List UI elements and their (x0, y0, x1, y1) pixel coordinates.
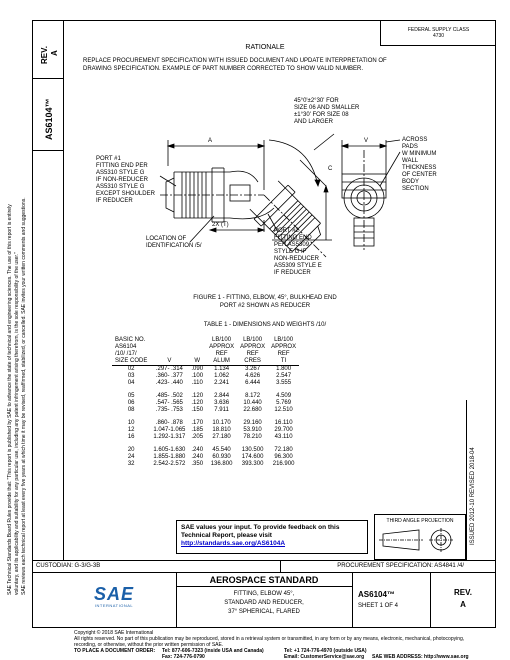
table-row (112, 380, 299, 387)
table-header-row (112, 344, 299, 351)
table-header-cell: APPROX (209, 344, 235, 350)
table-cell: .110 (191, 380, 203, 386)
table-cell: 3.636 (214, 400, 230, 406)
feedback-line-2: Technical Report, please visit (181, 532, 272, 539)
port-1-line-3: AS5310 STYLE G (96, 170, 145, 176)
table-cell: 16 (127, 434, 135, 440)
table-header-cell (150, 351, 188, 358)
dimension-a-label: A (208, 138, 213, 144)
table-row (112, 434, 299, 441)
rationale-text-line-1: REPLACE PROCUREMENT SPECIFICATION WITH ISSUED DOCUMENT AND UPDATE INTERPRETATION OF (83, 58, 387, 64)
table-cell: .735- .753 (155, 407, 183, 413)
table-cell: .423- .440 (155, 380, 183, 386)
table-cell: 06 (127, 400, 135, 406)
title-doc-number: AS6104™ (358, 590, 395, 599)
title-block-top (32, 560, 496, 561)
port-2-line-7: IF REDUCER (274, 270, 311, 276)
table-header-cell (150, 344, 188, 351)
table-cell: 20 (127, 447, 135, 453)
table-cell: .485- .502 (155, 393, 183, 399)
table-cell: 3.267 (245, 366, 261, 372)
table-cell: 136.800 (210, 461, 233, 467)
fsc-line-2: 4730 (432, 33, 445, 39)
feedback-link[interactable]: http://standards.sae.org/AS6104A (181, 540, 286, 547)
table-cell: .100 (191, 373, 204, 379)
table-cell: 10.440 (243, 400, 262, 406)
rationale-text-line-2: DRAWING SPECIFICATION. EXAMPLE OF PART NUMBER CORRECTED TO SHOW VALID NUMBER. (83, 66, 364, 72)
table-cell: 1.855-1.880 (153, 454, 186, 460)
title-line-2: STANDARD AND REDUCER, (224, 600, 304, 606)
table-cell: 1.292-1.317 (153, 434, 186, 440)
table-cell: 96.300 (274, 454, 293, 460)
port-1-line-4: IF NON-REDUCER (96, 177, 148, 183)
table-cell: 130.500 (241, 447, 264, 453)
table-header-cell: ALUM (206, 358, 237, 366)
table-row (112, 373, 299, 380)
rev-box-divider (32, 78, 63, 79)
table-cell: .120 (191, 393, 204, 399)
projection-box (374, 514, 466, 560)
table-cell: .360- .377 (155, 373, 183, 379)
rationale-heading: RATIONALE (245, 44, 285, 51)
table-cell: .240 (191, 454, 204, 460)
fax: Fax: 724-776-0790 (162, 654, 205, 660)
wall-note-line-1: W MINIMUM (402, 151, 437, 157)
table-header-cell (188, 351, 206, 358)
table-cell: 32 (127, 461, 135, 467)
table-cell: 2.241 (214, 380, 230, 386)
table-cell: 60.930 (212, 454, 231, 460)
port-2-line-3: PER AS5309 (274, 242, 310, 248)
sae-logo-subtext: INTERNATIONAL (94, 603, 134, 608)
table-header-cell (150, 337, 188, 344)
rights-line-2: recording, or otherwise, without the prior written permission of SAE. (74, 642, 224, 648)
title-line-3: 37° SPHERICAL, FLARED (228, 609, 300, 615)
table-cell: 1.800 (276, 366, 292, 372)
doc-box-divider (32, 150, 63, 151)
table-row (112, 400, 299, 407)
table-title: TABLE 1 - DIMENSIONS AND WEIGHTS /10/ (203, 322, 327, 328)
table-cell: .240 (191, 447, 204, 453)
projection-label: THIRD ANGLE PROJECTION (386, 518, 454, 524)
table-cell: .860- .878 (155, 420, 183, 426)
title-rev-value: A (460, 600, 466, 609)
table-header-cell: LB/100 (243, 337, 263, 343)
port-2-note (274, 228, 322, 277)
table-header-cell: TI (268, 358, 299, 366)
port-1-line-6: EXCEPT SHOULDER (96, 191, 155, 197)
sae-logo (84, 585, 144, 608)
table-cell: 16.110 (274, 420, 293, 426)
projection-symbol (375, 524, 465, 556)
table-cell: 6.444 (245, 380, 261, 386)
port-1-line-2: FITTING END PER (96, 163, 148, 169)
wall-note-line-4: OF CENTER (402, 172, 437, 178)
table-cell: 2.844 (214, 393, 230, 399)
table-cell: 216.900 (272, 461, 295, 467)
revision-info: ISSUED 2012-10 REVISED 2018-04 (470, 447, 476, 545)
table-cell: .350 (191, 461, 204, 467)
table-cell: .297- .314 (155, 366, 183, 372)
location-note (146, 236, 202, 250)
table-cell: 393.300 (241, 461, 264, 467)
table-cell: .185 (191, 427, 204, 433)
tel-usa: Tel: 877-606-7323 (inside USA and Canada) (162, 648, 264, 654)
port-2-line-2: FITTING END (274, 235, 312, 241)
table-header-cell: REF (246, 351, 259, 357)
port-1-note (96, 156, 155, 205)
email[interactable]: Email: CustomerService@sae.org (284, 654, 365, 660)
title-divider (352, 572, 353, 628)
table-header-cell: BASIC NO. (115, 337, 146, 343)
title-rev-label: REV. (454, 588, 472, 597)
dimensions-table (112, 337, 299, 468)
table-cell: 78.210 (243, 434, 262, 440)
table-cell: .547- .565 (155, 400, 183, 406)
port-2-line-1: PORT #2 (274, 228, 299, 234)
fsc-line-1: FEDERAL SUPPLY CLASS (407, 27, 470, 33)
table-row (112, 427, 299, 434)
table-cell: 8.172 (245, 393, 261, 399)
copyright: Copyright © 2018 SAE International (74, 630, 154, 636)
table-cell: 12 (127, 427, 135, 433)
table-cell: .150 (191, 407, 204, 413)
table-cell: 43.110 (274, 434, 293, 440)
table-cell: 174.600 (241, 454, 264, 460)
table-cell: 18.810 (212, 427, 231, 433)
angle-note-line-2: SIZE 06 AND SMALLER (294, 105, 360, 111)
wall-note-line-6: SECTION (402, 186, 429, 192)
table-header-cell: LB/100 (274, 337, 294, 343)
rights-line-1: All rights reserved. No part of this publication may be reproduced, stored in a retrieval system or transmitted, in any form or by any means, electronic, mechanical, photocopying, (74, 636, 465, 642)
standard-row-bottom (176, 586, 352, 587)
across-pads-note (402, 137, 427, 151)
figure-caption-line-1: FIGURE 1 - FITTING, ELBOW, 45°, BULKHEAD END (193, 295, 337, 301)
angle-note-line-1: 45°0'±2°30' FOR (294, 98, 339, 104)
feedback-line-1: SAE values your input. To provide feedback on this (181, 524, 340, 531)
table-header-row (112, 337, 299, 344)
revision-strip-divider (466, 400, 467, 560)
table-header-cell: APPROX (271, 344, 297, 350)
table-row (112, 447, 299, 454)
port-2-line-4: STYLE G IF (274, 249, 307, 255)
table-header-cell (188, 344, 206, 351)
web-address[interactable]: SAE WEB ADDRESS: http://www.sae.org (372, 654, 469, 660)
custodian-divider (280, 560, 281, 572)
order-label: TO PLACE A DOCUMENT ORDER: (74, 648, 156, 654)
table-cell: .205 (191, 434, 204, 440)
table-header-cell: SIZE CODE (112, 358, 150, 366)
custodian-row-bottom (32, 572, 496, 573)
tel-outside-usa: Tel: +1 724-776-4970 (outside USA) (284, 648, 367, 654)
table-cell: 2.542-2.572 (153, 461, 186, 467)
angle-note-line-4: AND LARGER (294, 119, 334, 125)
table-cell: 7.911 (214, 407, 229, 413)
table-cell: 1.605-1.630 (153, 447, 186, 453)
table-cell: .120 (191, 400, 204, 406)
table-cell: 08 (127, 407, 135, 413)
table-cell: 10.170 (212, 420, 231, 426)
legal-text-line-1: SAE Technical Standards Board Rules provide that: "This report is published by SAE to advance the state of technical and engineering sciences. The use of this report is entirely (7, 204, 13, 595)
table-header-cell: CRES (237, 358, 268, 366)
sae-logo-text: SAE (93, 584, 134, 604)
port-1-line-7: IF REDUCER (96, 198, 133, 204)
table-row (112, 461, 299, 468)
sheet-number: SHEET 1 OF 4 (358, 603, 398, 609)
legal-text-line-2: voluntary, and its applicability and suitability for any particular use, including any patent infringement arising therefrom, is the sole responsibility of the user." (14, 252, 20, 595)
procurement-spec: PROCUREMENT SPECIFICATION: AS4841 /4/ (337, 563, 464, 569)
table-header-cell: /10/ /17/ (115, 351, 137, 357)
dimension-v-label: V (364, 138, 369, 144)
angle-note (294, 98, 359, 126)
feedback-box (176, 520, 368, 554)
legal-text-line-3: SAE reviews each technical report at least every five years at which time it may be revised, reaffirmed, stabilized, or cancelled. SAE invites your written comments and suggestions. (21, 197, 27, 595)
table-cell: 1.062 (214, 373, 230, 379)
location-note-line-1: LOCATION OF (146, 236, 187, 242)
fsc-box (380, 20, 496, 46)
table-cell: 05 (127, 393, 135, 399)
angle-note-line-3: ±1°30' FOR SIZE 08 (294, 112, 349, 118)
port-2-line-5: NON-REDUCER (274, 256, 319, 262)
table-cell: 03 (127, 373, 135, 379)
table-cell: 45.540 (212, 447, 231, 453)
wall-note-line-2: WALL (402, 158, 419, 164)
table-cell: 27.180 (212, 434, 231, 440)
table-cell: 1.047-1.065 (153, 427, 186, 433)
strip-rev-label: REV. (40, 46, 49, 64)
title-line-1: FITTING, ELBOW 45°, (233, 591, 295, 597)
table-header-cell: REF (277, 351, 290, 357)
table-cell: 5.769 (276, 400, 292, 406)
table-cell: 12.510 (274, 407, 293, 413)
table-header-cell: REF (215, 351, 228, 357)
table-header-cell: LB/100 (212, 337, 232, 343)
table-row (112, 407, 299, 414)
custodian: CUSTODIAN: G-3/G-3B (36, 563, 101, 569)
table-header-row (112, 351, 299, 358)
port-1-line-5: AS5310 STYLE G (96, 184, 145, 190)
table-header-cell: V (150, 358, 188, 366)
location-note-line-2: IDENTIFICATION /5/ (146, 243, 202, 249)
table-cell: .090 (191, 366, 204, 372)
table-cell: 04 (127, 380, 135, 386)
figure-caption-line-2: PORT #2 SHOWN AS REDUCER (219, 303, 311, 309)
dimension-c-label: C (328, 166, 333, 172)
table-cell: 4.626 (245, 373, 261, 379)
table-row (112, 454, 299, 461)
table-cell: 24 (127, 454, 135, 460)
table-header-cell: APPROX (240, 344, 266, 350)
table-cell: 22.680 (243, 407, 262, 413)
across-pads-line-2: PADS (402, 144, 418, 150)
port-1-line-1: PORT #1 (96, 156, 121, 162)
table-header-cell (188, 337, 206, 344)
table-cell: 2.547 (276, 373, 292, 379)
aerospace-standard-label: AEROSPACE STANDARD (209, 575, 319, 585)
table-cell: .170 (191, 420, 204, 426)
table-header-cell: W (188, 358, 206, 366)
port-2-line-6: AS5309 STYLE E (274, 263, 322, 269)
table-cell: 1.134 (214, 366, 230, 372)
table-row (112, 366, 299, 374)
strip-doc-number: AS6104™ (44, 98, 54, 140)
table-row (112, 393, 299, 400)
table-cell: 02 (127, 366, 135, 372)
table-header-cell: AS6104 (115, 344, 137, 350)
wall-note-line-3: THICKNESS (402, 165, 437, 171)
table-cell: 10 (127, 420, 135, 426)
table-cell: 3.555 (276, 380, 292, 386)
table-cell: 4.509 (276, 393, 292, 399)
across-pads-line-1: ACROSS (402, 137, 428, 143)
table-row (112, 420, 299, 427)
wall-note-line-5: BODY (402, 179, 420, 185)
dimension-2x-label: 2X (T) (212, 222, 229, 228)
table-cell: 29.700 (274, 427, 293, 433)
strip-rev-value: A (50, 50, 59, 56)
table-cell: 72.180 (274, 447, 293, 453)
wall-thickness-note (402, 151, 437, 193)
table-header-row (112, 358, 299, 366)
table-cell: 53.910 (243, 427, 262, 433)
table-cell: 29.160 (243, 420, 262, 426)
